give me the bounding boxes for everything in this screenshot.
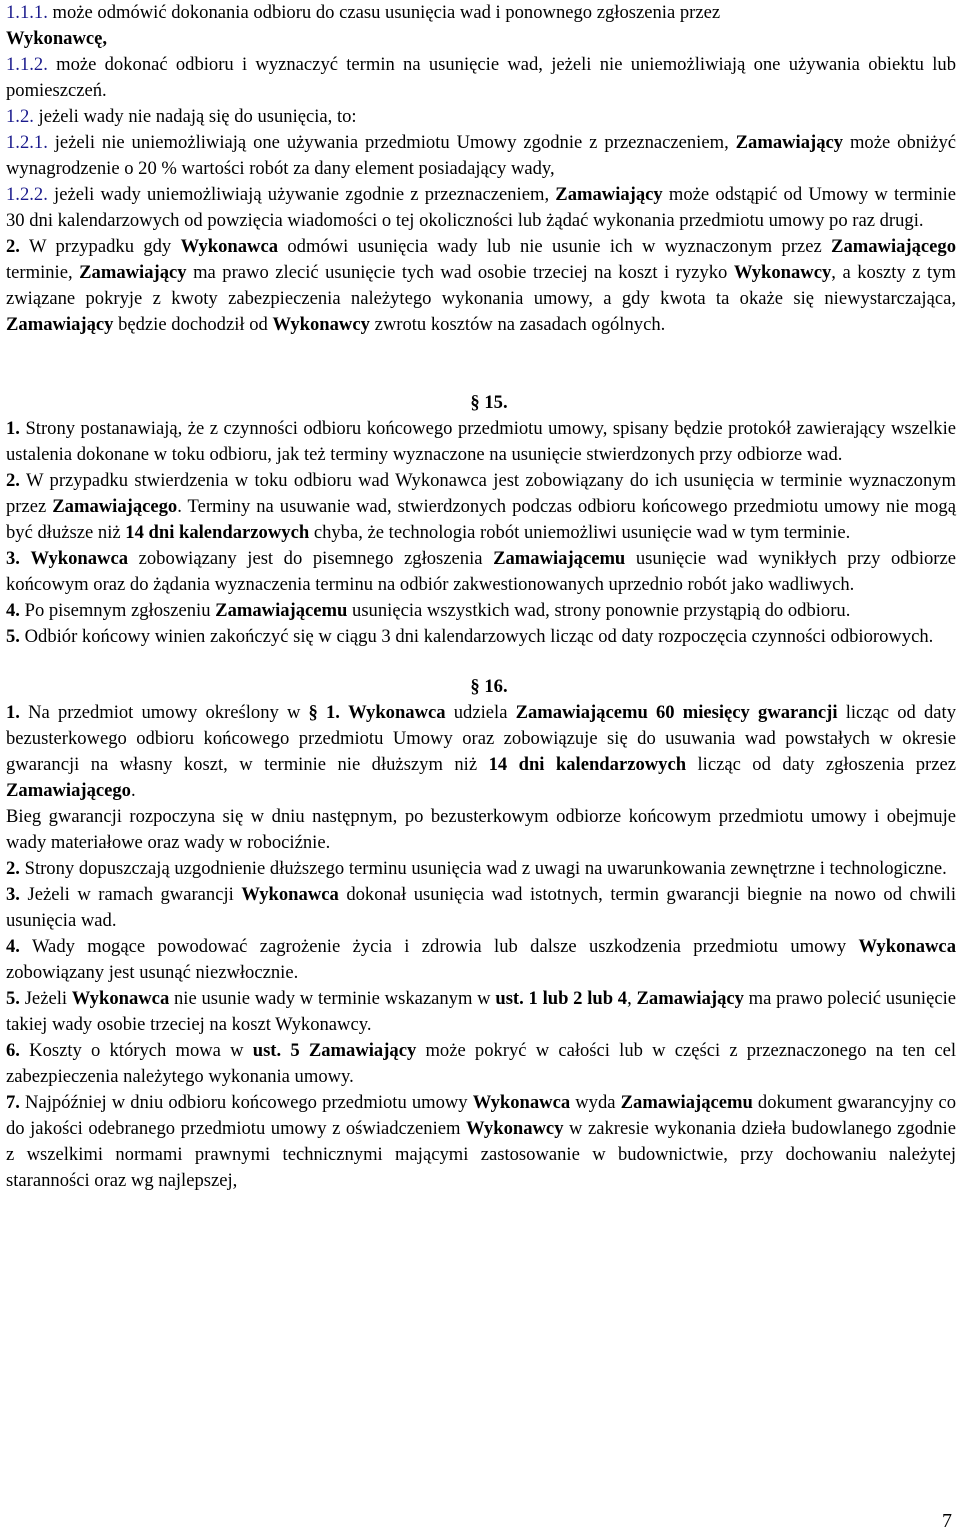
section-16-point-2: 2. Strony dopuszczają uzgodnienie dłuższego terminu usunięcia wad z uwagi na uwarunkowania zewnętrzne i technologiczne. [6,858,947,879]
item-number: 1.1.1. [6,2,48,23]
item-2: 2. W przypadku gdy Wykonawca odmówi usunięcia wady lub nie usunie ich w wyznaczonym przez Zamawiającego terminie, Zamawiający ma prawo zlecić usunięcie tych wad osobie trzeciej na koszt i ryzyko Wykonawcy, a koszty z tym związane pokryje z kwoty zabezpieczenia należytego wykonania umowy, a gdy kwota ta okaże się niewystarczająca, Zamawiający będzie dochodził od Wykonawcy zwrotu kosztów na zasadach ogólnych. [6,236,957,335]
item-1-2-1: 1.2.1. jeżeli nie uniemożliwiają one używania przedmiotu Umowy zgodnie z przeznaczeniem, Zamawiający może obniżyć wynagrodzenie o 20 % wartości robót za dany element posiadający wady, [6,132,957,179]
spacer [6,338,956,390]
section-15-heading: § 15. [470,392,508,413]
section-15-point-2: 2. W przypadku stwierdzenia w toku odbioru wad Wykonawca jest zobowiązany do ich usunięcia w terminie wyznaczonym przez Zamawiającego. Terminy na usuwanie wad, stwierdzonych podczas odbioru końcowego przedmiotu umowy nie mogą być dłuższe niż 14 dni kalendarzowych chyba, że technologia robót uniemożliwi usunięcie wad w tym terminie. [6,470,956,543]
section-16-point-6: 6. Koszty o których mowa w ust. 5 Zamawiający może pokryć w całości lub w części z przeznaczonego na ten cel zabezpieczenia należytego wykonania umowy. [6,1040,957,1087]
item-number: 2. [6,236,20,257]
section-15-point-3: 3. Wykonawca zobowiązany jest do pisemnego zgłoszenia Zamawiającemu usunięcie wad wynikłych przy odbiorze końcowym oraz do żądania wyznaczenia terminu na odbiór zakwestionowanych uprzednio robót jako wadliwych. [6,548,956,595]
document-page [6,0,956,1194]
item-number: 1.2.2. [6,184,48,205]
spacer [6,650,956,674]
item-1-1-2: 1.1.2. może dokonać odbioru i wyznaczyć termin na usunięcie wad, jeżeli nie uniemożliwiają one używania obiektu lub pomieszczeń. [6,54,956,101]
item-1-2-2: 1.2.2. jeżeli wady uniemożliwiają używanie zgodnie z przeznaczeniem, Zamawiający może odstąpić od Umowy w terminie 30 dni kalendarzowych od powzięcia wiadomości o tej okoliczności lub żądać wykonania przedmiotu umowy po raz drugi. [6,184,957,231]
section-16-point-3: 3. Jeżeli w ramach gwarancji Wykonawca dokonał usunięcia wad istotnych, termin gwarancji biegnie na nowo od chwili usunięcia wad. [6,884,956,931]
item-1-2: 1.2. jeżeli wady nie nadają się do usunięcia, to: [6,106,357,127]
item-number: 1.1.2. [6,54,48,75]
section-16-point-1: 1. Na przedmiot umowy określony w § 1. Wykonawca udziela Zamawiającemu 60 miesięcy gwarancji licząc od daty bezusterkowego odbioru końcowego przedmiotu Umowy oraz zobowiązuje się do usuwania wad powstałych w okresie gwarancji na własny koszt, w terminie nie dłuższym niż 14 dni kalendarzowych licząc od daty zgłoszenia przez Zamawiającego. [6,702,956,801]
item-1-1-1: 1.1.1. może odmówić dokonania odbioru do czasu usunięcia wad i ponownego zgłoszenia przez Wykonawcę, [6,2,721,49]
section-16-point-4: 4. Wady mogące powodować zagrożenie życia i zdrowia lub dalsze uszkodzenia przedmiotu umowy Wykonawca zobowiązany jest usunąć niezwłocznie. [6,936,956,983]
section-15-point-4: 4. Po pisemnym zgłoszeniu Zamawiającemu usunięcia wszystkich wad, strony ponownie przystąpią do odbioru. [6,600,851,621]
item-number: 1.2.1. [6,132,48,153]
item-number: 1.2. [6,106,34,127]
page-number: 7 [942,1510,952,1532]
section-16-point-7: 7. Najpóźniej w dniu odbioru końcowego przedmiotu umowy Wykonawca wyda Zamawiającemu dokument gwarancyjny co do jakości odebranego przedmiotu umowy z oświadczeniem Wykonawcy w zakresie wykonania dzieła budowlanego zgodnie z wszelkimi normami prawnymi technicznymi mającymi zastosowanie w budownictwie, przy dochowaniu należytej staranności oraz wg najlepszej, [6,1092,957,1191]
section-15-point-1: 1. Strony postanawiają, że z czynności odbioru końcowego przedmiotu umowy, spisany będzie protokół zawierający wszelkie ustalenia dokonane w toku odbioru, jak też terminy wyznaczone na usunięcie stwierdzonych przy odbiorze wad. [6,418,956,465]
section-16-point-5: 5. Jeżeli Wykonawca nie usunie wady w terminie wskazanym w ust. 1 lub 2 lub 4, Zamawiający ma prawo polecić usunięcie takiej wady osobie trzeciej na koszt Wykonawcy. [6,988,957,1035]
section-16-heading: § 16. [470,676,508,697]
section-15-point-5: 5. Odbiór końcowy winien zakończyć się w ciągu 3 dni kalendarzowych licząc od daty rozpoczęcia czynności odbiorowych. [6,626,934,647]
section-16-point-1-continuation: Bieg gwarancji rozpoczyna się w dniu następnym, po bezusterkowym odbiorze końcowym przedmiotu umowy i obejmuje wady materiałowe oraz wady w robociźnie. [6,806,956,853]
